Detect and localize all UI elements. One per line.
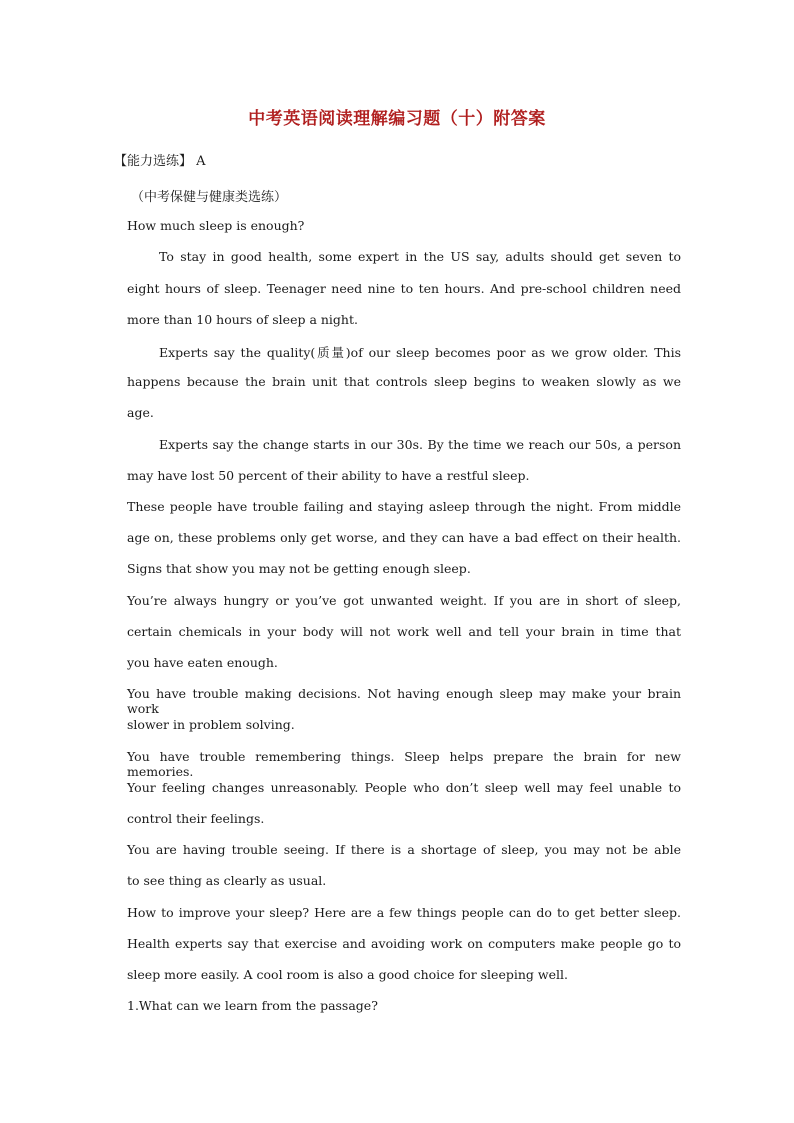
paragraph-line: To stay in good health, some expert in the US say, adults should get seven to: [159, 249, 681, 264]
paragraph-line: slower in problem solving.: [127, 717, 295, 732]
paragraph-line: more than 10 hours of sleep a night.: [127, 312, 358, 327]
paragraph-line: may have lost 50 percent of their ability to have a restful sleep.: [127, 468, 530, 483]
paragraph-line: You have trouble making decisions. Not having enough sleep may make your brain work: [127, 686, 681, 716]
paragraph-line: sleep more easily. A cool room is also a good choice for sleeping well.: [127, 967, 568, 982]
paragraph-line: Experts say the change starts in our 30s. By the time we reach our 50s, a person: [159, 437, 681, 452]
paragraph-line: happens because the brain unit that controls sleep begins to weaken slowly as we: [127, 374, 681, 389]
paragraph-line: to see thing as clearly as usual.: [127, 873, 327, 888]
paragraph-line: These people have trouble failing and staying asleep through the night. From middle: [127, 499, 681, 514]
paragraph-line: Your feeling changes unreasonably. People who don’t sleep well may feel unable to: [127, 780, 681, 795]
paragraph-line: How to improve your sleep? Here are a few things people can do to get better sleep.: [127, 905, 681, 920]
paragraph-line: eight hours of sleep. Teenager need nine to ten hours. And pre-school children need: [127, 281, 681, 296]
paragraph-line: you have eaten enough.: [127, 655, 278, 670]
paragraph-line: Signs that show you may not be getting enough sleep.: [127, 561, 471, 576]
section-label: 【能力选练】 A: [114, 154, 206, 169]
question-line: 1.What can we learn from the passage?: [127, 998, 378, 1013]
paragraph-line: Experts say the quality(质量)of our sleep becomes poor as we grow older. This: [159, 345, 681, 360]
paragraph-line: You’re always hungry or you’ve got unwanted weight. If you are in short of sleep,: [127, 593, 681, 608]
paragraph-line: age.: [127, 405, 154, 420]
paragraph-line: You are having trouble seeing. If there is a shortage of sleep, you may not be able: [127, 842, 681, 857]
paragraph-line: age on, these problems only get worse, and they can have a bad effect on their health.: [127, 530, 681, 545]
document-title: 中考英语阅读理解编习题（十）附答案: [248, 109, 546, 129]
passage-title: How much sleep is enough?: [127, 218, 305, 233]
paragraph-line: You have trouble remembering things. Sleep helps prepare the brain for new memories.: [127, 749, 681, 779]
subsection-label: （中考保健与健康类选练）: [131, 190, 288, 205]
paragraph-line: certain chemicals in your body will not work well and tell your brain in time that: [127, 624, 681, 639]
paragraph-line: control their feelings.: [127, 811, 265, 826]
paragraph-line: Health experts say that exercise and avoiding work on computers make people go to: [127, 936, 681, 951]
